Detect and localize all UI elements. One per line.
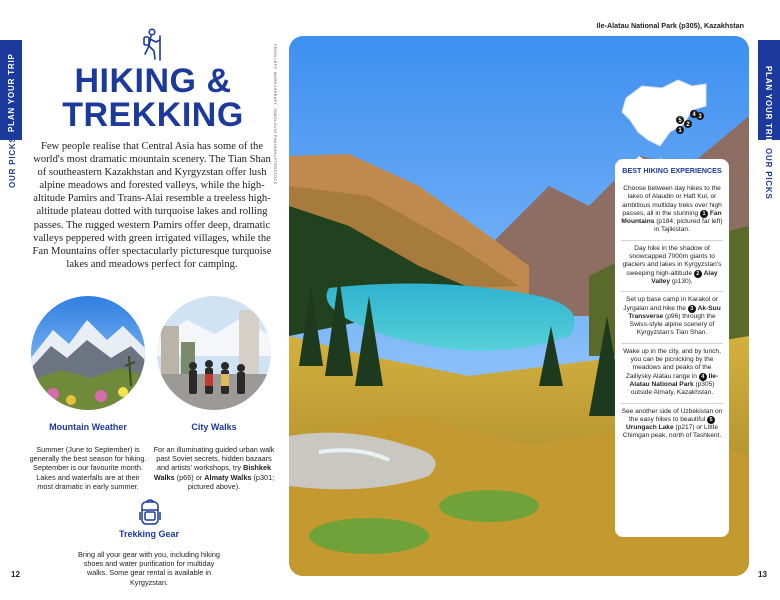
page-number-left: 12 — [11, 570, 20, 579]
hiker-icon — [138, 28, 164, 62]
subsection-label: OUR PICKS — [764, 148, 773, 200]
section-label: PLAN YOUR TRIP — [764, 66, 773, 145]
number-badge: 3 — [688, 305, 696, 313]
item-text: (p217) or Little Chimgan peak, north of Tashkent. — [622, 424, 722, 440]
place-name: Ile-Alatau National Park — [629, 372, 719, 388]
item-text: (p305) outside Almaty, Kazakhstan. — [630, 380, 715, 397]
mountain-weather-heading: Mountain Weather — [49, 422, 127, 432]
map-marker: 4 — [692, 112, 696, 118]
item-text: (p96) through the Swiss-style alpine scenery of Kyrgyzstan's Tian Shan. — [629, 312, 716, 337]
list-item — [621, 181, 723, 240]
number-badge: 5 — [707, 416, 715, 424]
number-badge: 2 — [694, 270, 702, 278]
list-item — [621, 291, 723, 342]
list-item — [621, 403, 723, 446]
number-badge: 4 — [699, 373, 707, 381]
section-label: PLAN YOUR TRIP — [7, 53, 16, 132]
place-name: Fan Mountains — [621, 209, 722, 226]
page-number-right: 13 — [758, 570, 767, 579]
item-text: Day hike in the shadow of snowcapped 7000m giants to glaciers and lakes in Kyrgyzstan's sweeping high-altitude — [622, 244, 722, 277]
list-item — [621, 240, 723, 291]
item-text: Set up base camp in Karakol or Jyrgalan and hike the — [623, 296, 718, 312]
item-text: Wake up in the city, and by lunch, you can be picnicking by the meadows and peaks of the Zailiysky Alatau range in — [623, 347, 721, 380]
number-badge: 1 — [700, 210, 708, 218]
photo-credit: FROM LEFT: MARKUSKRAFT, JSMOLOVIS.PHAN/SHUTTERSTOCK — [273, 44, 278, 185]
title-line: TREKKING — [62, 96, 244, 134]
mountain-weather-text: Summer (June to September) is generally the best season for hiking. September is our favourite month. Lakes and waterfalls are at their most dramatic in early summer. — [29, 445, 147, 491]
bishkek-walks-link: Bishkek Walks — [153, 463, 272, 482]
city-walks-text-part: (p66) or — [174, 472, 205, 482]
page-title — [48, 64, 258, 132]
best-hiking-panel — [615, 159, 729, 537]
city-walks-photo — [157, 296, 271, 410]
city-walks-text-part: (p301; pictured above). — [187, 472, 275, 491]
map-marker: 1 — [678, 128, 682, 134]
map-marker: 3 — [698, 114, 702, 120]
photo-caption: Ile-Alatau National Park (p305), Kazakhstan — [596, 21, 744, 30]
item-text: (p130). — [669, 277, 693, 285]
side-tab-left — [0, 0, 26, 600]
place-name: Alay Valley — [651, 269, 718, 285]
intro-paragraph: Few people realise that Central Asia has some of the world's most dramatic mountain scenery. The Tian Shan of southeastern Kazakhstan and Kyrgyzstan offer lush alpine meadows and forested valleys, while the high-altitude Pamirs and Trans-Alai resemble a treeless high-altitude plateau dotted with turquoise lakes and rolling passes. The rugged western Pamirs offer deep, dramatic valleys peppered with green irrigated villages, while the Fan Mountains offer spectacularly picturesque turquoise lakes and meadows perfect for camping. — [32, 141, 272, 270]
city-walks-text — [153, 445, 275, 491]
map-marker: 5 — [678, 118, 682, 124]
trekking-gear-text: Bring all your gear with you, including hiking shoes and water purification for multiday walks. Some gear rental is available in Kyrgyzstan. — [78, 550, 220, 587]
place-name: Ak-Suu Transverse — [628, 304, 721, 320]
city-walks-heading: City Walks — [191, 422, 237, 432]
title-line: HIKING & — [74, 62, 232, 100]
subsection-label: OUR PICKS — [8, 136, 17, 188]
item-text: Choose between day hikes to the lakes of Alaudin or Haft Kul, or ambitious multiday treks over high passes, all in the stunning — [622, 185, 722, 217]
item-text: (p184; pictured far left) in Tajikistan. — [654, 218, 723, 234]
backpack-icon — [137, 498, 163, 526]
region-map — [620, 76, 710, 152]
panel-heading: BEST HIKING EXPERIENCES — [622, 166, 722, 175]
side-tab-right — [754, 0, 780, 600]
list-item — [621, 343, 723, 403]
trekking-gear-heading: Trekking Gear — [118, 529, 180, 539]
place-name: Urungach Lake — [626, 424, 674, 432]
item-text: See another side of Uzbekistan on the easy hikes to beautiful — [621, 407, 723, 423]
side-tab-band-left — [0, 40, 22, 140]
mountain-weather-photo — [31, 296, 145, 410]
city-walks-text-part: For an illuminating guided urban walk past Soviet secrets, hidden bazaars and artists' workshops, try — [153, 445, 275, 473]
map-marker: 2 — [686, 122, 690, 128]
almaty-walks-link: Almaty Walks — [204, 472, 252, 482]
side-tab-band-right — [758, 40, 780, 145]
